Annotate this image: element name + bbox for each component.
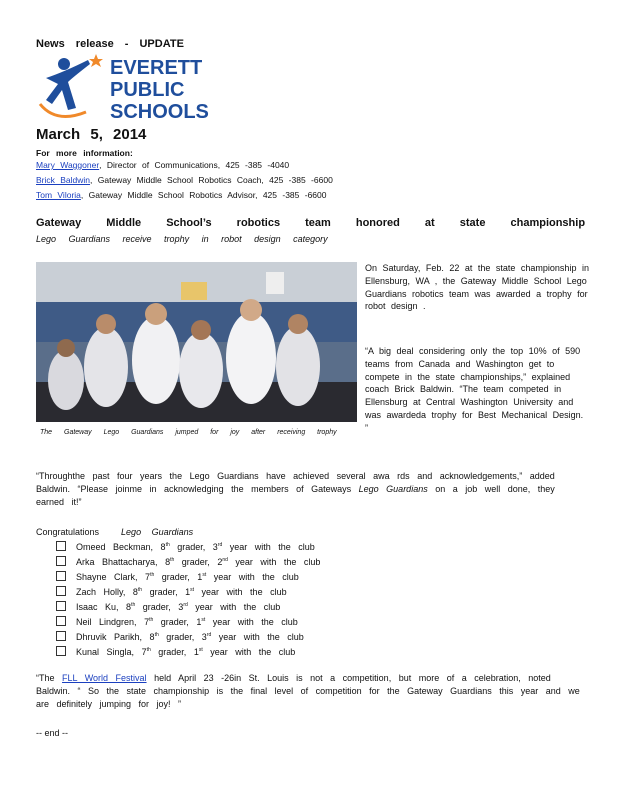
member-grade: 7 — [145, 572, 151, 582]
paragraph-fll-festival — [36, 672, 584, 710]
side-paragraph-2: “A big deal considering only the top 10% of 590 teams from Canada and Washington get to compete in the state championships,” explained coach Brick Baldwin. “The team competed in Ellensburg at Central Washington University and was awardeda trophy for Best Mechanical Design. ” — [365, 346, 584, 433]
side-paragraph-1: On Saturday, Feb. 22 at the state championship in Ellensburg, WA , the Gateway Middle School Lego Guardians robotics team was awarded a trophy for robot design . — [365, 263, 589, 312]
list-item — [56, 631, 304, 642]
contact-details: , Director of Communications, 425 -385 -4040 — [99, 160, 290, 170]
year-suffix: rd — [217, 542, 223, 548]
congratulations-team: Lego Guardians — [121, 527, 194, 537]
year-word: year with the club — [235, 557, 321, 567]
headline: Gateway Middle School’s robotics team honored at state championship — [36, 217, 586, 229]
year-suffix: st — [202, 572, 207, 578]
year-suffix: nd — [222, 557, 228, 563]
member-year: 3 — [178, 602, 184, 612]
paragraph-acknowledgements — [36, 470, 584, 508]
member-name: Dhruvik Parikh, — [76, 632, 143, 642]
year-word: year with the club — [218, 632, 304, 642]
grade-word: grader, — [158, 647, 187, 657]
member-grade: 8 — [165, 557, 171, 567]
everett-public-schools-logo — [36, 52, 221, 124]
team-photo — [36, 262, 357, 422]
member-grade: 8 — [160, 542, 166, 552]
grade-suffix: th — [131, 602, 136, 608]
subheadline: Lego Guardians receive trophy in robot design category — [36, 234, 328, 244]
list-item — [56, 586, 287, 597]
grade-suffix: th — [165, 542, 170, 548]
contact-line — [36, 160, 289, 170]
grade-word: grader, — [149, 587, 178, 597]
contact-details: , Gateway Middle School Robotics Advisor, 425 -385 -6600 — [80, 190, 327, 200]
logo-text-everett: EVERETT — [110, 57, 203, 79]
checkbox-bullet-icon — [56, 541, 66, 551]
member-year: 2 — [217, 557, 223, 567]
year-word: year with the club — [201, 587, 287, 597]
grade-word: grader, — [166, 632, 195, 642]
year-word: year with the club — [213, 572, 299, 582]
paragraph-text: “The — [36, 673, 55, 683]
grade-suffix: th — [149, 617, 154, 623]
member-grade: 8 — [132, 587, 138, 597]
member-name: Isaac Ku, — [76, 602, 119, 612]
list-item — [56, 571, 299, 582]
member-grade: 8 — [126, 602, 132, 612]
paragraph-tail: on a job well done, they earned it!” — [36, 483, 555, 507]
release-date: March 5, 2014 — [36, 126, 147, 143]
checkbox-bullet-icon — [56, 616, 66, 626]
grade-suffix: th — [150, 572, 155, 578]
year-suffix: st — [198, 647, 203, 653]
member-year: 1 — [197, 572, 203, 582]
member-grade: 7 — [144, 617, 150, 627]
logo-text-public: PUBLIC — [110, 79, 185, 101]
member-name: Arka Bhattacharya, — [76, 557, 158, 567]
year-suffix: st — [190, 587, 195, 593]
member-year: 1 — [185, 587, 191, 597]
grade-word: grader, — [177, 542, 206, 552]
congratulations-label: Congratulations — [36, 527, 100, 537]
member-grade: 7 — [141, 647, 147, 657]
list-item — [56, 541, 315, 552]
grade-word: grader, — [161, 572, 190, 582]
year-word: year with the club — [212, 617, 298, 627]
member-year: 3 — [212, 542, 218, 552]
member-grade: 8 — [149, 632, 155, 642]
year-word: year with the club — [210, 647, 296, 657]
logo-figure-head — [58, 58, 70, 70]
grade-word: grader, — [181, 557, 210, 567]
grade-suffix: th — [146, 647, 151, 653]
contact-details: , Gateway Middle School Robotics Coach, 425 -385 -6600 — [90, 175, 333, 185]
checkbox-bullet-icon — [56, 631, 66, 641]
grade-word: grader, — [142, 602, 171, 612]
list-item — [56, 601, 280, 612]
team-name-italic: Lego Guardians — [358, 483, 428, 494]
more-info-label: For more information: — [36, 148, 133, 158]
member-name: Shayne Clark, — [76, 572, 138, 582]
year-word: year with the club — [195, 602, 281, 612]
logo-text-schools: SCHOOLS — [110, 101, 209, 123]
list-item — [56, 556, 320, 567]
grade-suffix: th — [137, 587, 143, 593]
grade-suffix: th — [154, 632, 159, 638]
member-year: 3 — [201, 632, 207, 642]
end-mark: -- end -- — [36, 728, 69, 738]
checkbox-bullet-icon — [56, 646, 66, 656]
member-year: 1 — [193, 647, 199, 657]
fll-world-festival-link[interactable]: FLL World Festival — [62, 673, 147, 683]
photo-caption: The Gateway Lego Guardians jumped for joy after receiving trophy — [40, 429, 337, 436]
contact-link-mary-waggoner[interactable]: Mary Waggoner — [36, 160, 100, 170]
contact-link-tom-viloria[interactable]: Tom Viloria — [36, 190, 81, 200]
contact-line — [36, 190, 327, 200]
member-name: Zach Holly, — [76, 587, 126, 597]
list-item — [56, 646, 295, 657]
news-release-header: News release - UPDATE — [36, 38, 184, 50]
grade-word: grader, — [160, 617, 189, 627]
member-year: 1 — [196, 617, 202, 627]
congratulations-line — [36, 527, 193, 537]
year-suffix: rd — [206, 632, 212, 638]
year-suffix: st — [201, 617, 206, 623]
list-item — [56, 616, 298, 627]
checkbox-bullet-icon — [56, 556, 66, 566]
year-suffix: rd — [183, 602, 188, 608]
contact-line — [36, 175, 333, 185]
paragraph-text: “Throughthe past four years the Lego Guardians have achieved several awa rds and acknowledgements,” added Baldwin. “Please joinme in acknowledging the members of Gateways — [36, 471, 555, 494]
paragraph-text: held April 23 -26in St. Louis is not a competition, but more of a celebration, noted Baldwin. “ So the state championship is the final level of competition for the Gateway Guardians this year and we are definitely jumping for joy! ” — [36, 673, 580, 709]
member-name: Neil Lindgren, — [76, 617, 137, 627]
checkbox-bullet-icon — [56, 586, 66, 596]
grade-suffix: th — [170, 557, 175, 563]
contact-link-brick-baldwin[interactable]: Brick Baldwin — [36, 175, 91, 185]
checkbox-bullet-icon — [56, 601, 66, 611]
member-name: Kunal Singla, — [76, 647, 135, 657]
logo-star — [89, 54, 103, 67]
checkbox-bullet-icon — [56, 571, 66, 581]
member-name: Omeed Beckman, — [76, 542, 154, 552]
logo-swoosh — [40, 104, 86, 117]
year-word: year with the club — [229, 542, 315, 552]
